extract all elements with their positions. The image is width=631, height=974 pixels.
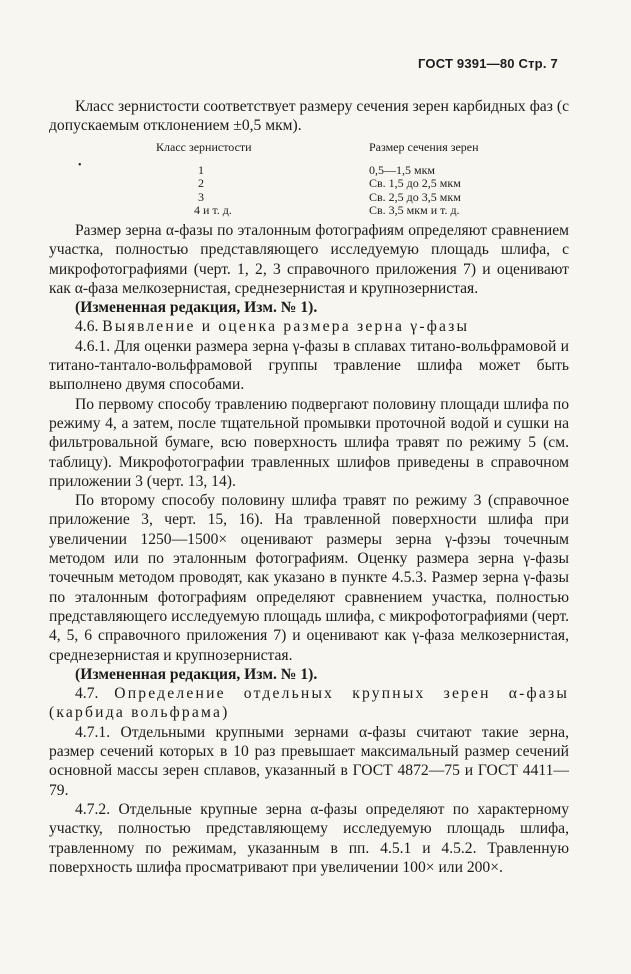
paragraph-4-7-1: 4.7.1. Отдельными крупными зернами α-фазы считают такие зерна, размер сечений которых в 10 раз превышает максимальный размер сечений основной массы зерен сплавов, указанный в ГОСТ 4872—75 и ГОСТ 4411—79. — [49, 723, 569, 799]
paragraph-second-method: По второму способу половину шлифа травят по режиму 3 (справочное приложение 3, черт. 15, 16). На травленной поверхности шлифа при увеличении 1250—1500× оценивают размеры зерна γ-фзэы точечным методом или по эталонным фотографиям. Оценку размера зерна γ-фазы точечным методом проводят, как указано в пункте 4.5.3. Размер зерна γ-фазы по эталонным фотографиям определяют сравнением участка, полностью представляющего исследуемую площадь шлифа, с микрофотографиями (черт. 4, 5, 6 справочного приложения 7) и оценивают как γ-фаза мелкозернистая, среднезернистая и крупнозернистая. — [49, 492, 569, 664]
size-cell: 0,5—1,5 мкм — [369, 162, 436, 177]
size-cell: Св. 3,5 мкм и т. д. — [369, 203, 460, 217]
paragraph-first-method: По первому способу травлению подвергают половину площади шлифа по режиму 4, а затем, после тщательной промывки проточной водой и сушки на фильтровальной бумаге, всю поверхность шлифа травят по режиму 5 (см. таблицу). Микрофотографии травленных шлифов приведены в справочном приложении 3 (черт. 13, 14). — [49, 395, 569, 490]
table-row — [156, 164, 536, 178]
paragraph-4-6-1: 4.6.1. Для оценки размера зерна γ-фазы в сплавах титано-вольфрамовой и титано-тантало-вольфрамовой группы травление шлифа может быть выполнено двумя способами. — [49, 337, 569, 394]
page-header: ГОСТ 9391—80 Стр. 7 — [418, 56, 558, 71]
amendment-note: (Измененная редакция, Изм. № 1). — [75, 299, 318, 317]
grade-cell: 3 — [198, 189, 204, 204]
size-cell: Св. 1,5 до 2,5 мкм — [369, 176, 461, 190]
table-header — [156, 141, 536, 155]
col-header-size: Размер сечения зерен — [369, 140, 479, 154]
grain-class-table — [156, 141, 536, 218]
intro-paragraph: Класс зернистости соответствует размеру сечения зерен карбидных фаз (с допускаемым отклонением ±0,5 мкм). — [49, 98, 569, 135]
table-row — [156, 191, 536, 205]
body-text — [49, 221, 569, 877]
grade-cell: 2 — [198, 176, 204, 190]
intro-block — [49, 97, 569, 136]
section-4-7-heading — [49, 684, 569, 723]
grade-cell: 1 — [198, 162, 204, 177]
section-4-6-heading — [49, 317, 569, 336]
section-number: 4.6. — [75, 318, 99, 336]
paragraph-4-7-2: 4.7.2. Отдельные крупные зерна α-фазы определяют по характерному участку, полностью представляющему исследуемую площадь шлифа, травленному по режимам, указанным в пп. 4.5.1 и 4.5.2. Травленную поверхность шлифа просматривают при увеличении 100× или 200×. — [49, 800, 569, 876]
size-cell: Св. 2,5 до 3,5 мкм — [369, 189, 461, 204]
col-header-grade: Класс зернистости — [156, 140, 252, 154]
table-row — [156, 204, 536, 218]
grade-cell: 4 и т. д. — [194, 203, 232, 217]
scan-speck: • — [78, 160, 82, 171]
paragraph-alpha-grain: Размер зерна α-фазы по эталонным фотографиям определяют сравнением участка, полностью представляющего исследуемую площадь шлифа, с микрофотографиями (черт. 1, 2, 3 справочного приложения 7) и оценивают как α-фаза мелкозернистая, среднезернистая и крупнозернистая. — [49, 222, 569, 297]
section-title: Выявление и оценка размера зерна γ-фазы — [102, 318, 470, 336]
amendment-note: (Измененная редакция, Изм. № 1). — [75, 665, 318, 683]
section-title: Определение отдельных крупных зерен α-фазы (карбида вольфрама) — [49, 685, 569, 722]
table-row — [156, 177, 536, 191]
section-number: 4.7. — [75, 685, 99, 703]
